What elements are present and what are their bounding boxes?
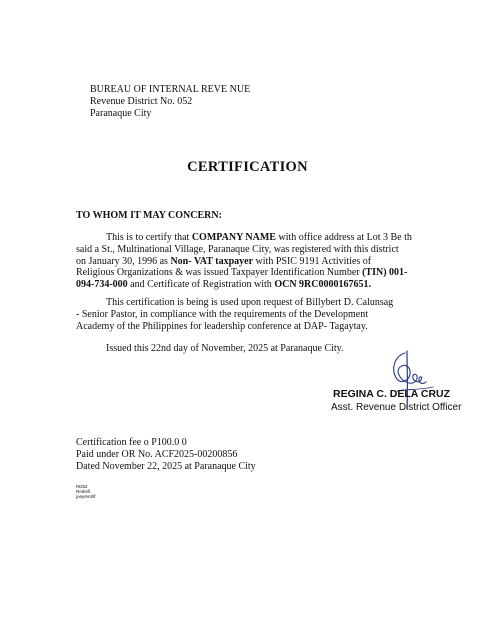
taxpayer-type: Non- VAT taxpayer bbox=[170, 255, 254, 267]
text-run: This is to certify that bbox=[106, 232, 192, 243]
paragraph-line bbox=[76, 279, 431, 291]
text-run: with PSIC 9191 Activities of bbox=[253, 255, 372, 267]
signatory-name: REGINA C. DELA CRUZ bbox=[333, 388, 451, 400]
salutation: TO WHOM IT MAY CONCERN: bbox=[76, 210, 222, 221]
signatory-title: Asst. Revenue District Officer bbox=[331, 402, 462, 413]
text-run: with office address at Lot 3 Be th bbox=[275, 232, 412, 243]
certification-fee: Certification fee o P100.0 0 bbox=[76, 437, 187, 448]
text-run: Religious Organizations & was issued Taxpayer Identification Number bbox=[76, 267, 360, 279]
ocn-number: OCN 9RC0000167651. bbox=[274, 279, 371, 291]
city-name: Paranaque City bbox=[90, 108, 152, 119]
paragraph-line: Academy of the Philippines for leadership conference at DAP- Tagaytay. bbox=[76, 320, 368, 332]
tin-number: 094-734-000 bbox=[76, 279, 128, 291]
reference-line: Red/ell bbox=[76, 489, 91, 495]
agency-name: BUREAU OF INTERNAL REVE NUE bbox=[90, 84, 251, 95]
certification-paragraph bbox=[76, 232, 431, 291]
paragraph-line bbox=[76, 256, 431, 268]
letterhead bbox=[90, 84, 250, 120]
company-name: COMPANY NAME bbox=[191, 232, 276, 243]
receipt-date: Dated November 22, 2025 at Paranaque City bbox=[76, 460, 256, 472]
reference-line: joey/ent/tf bbox=[76, 494, 96, 500]
text-run: and Certificate of Registration with bbox=[127, 279, 275, 291]
fee-block bbox=[76, 437, 256, 472]
reference-line: RD52 bbox=[76, 484, 88, 489]
reference-initials bbox=[76, 484, 96, 500]
purpose-paragraph bbox=[76, 297, 431, 332]
paragraph-line: This certification is being is used upon request of Billybert D. Calunsag bbox=[106, 297, 394, 308]
paragraph-line: - Senior Pastor, in compliance with the requirements of the Development bbox=[76, 308, 369, 320]
paragraph-line bbox=[76, 232, 431, 244]
issued-text: Issued this 22nd day of November, 2025 at Paranaque City. bbox=[106, 343, 344, 354]
issued-line bbox=[76, 343, 431, 355]
text-run: on January 30, 1996 as bbox=[76, 255, 171, 267]
paragraph-line: said a St., Multinational Village, Paranaque City, was registered with this district bbox=[76, 243, 399, 255]
document-title: CERTIFICATION bbox=[187, 159, 308, 175]
paragraph-line bbox=[76, 267, 431, 279]
district-name: Revenue District No. 052 bbox=[90, 96, 193, 107]
official-receipt: Paid under OR No. ACF2025-00200856 bbox=[76, 448, 238, 460]
tin-label: (TIN) 001- bbox=[359, 267, 408, 279]
